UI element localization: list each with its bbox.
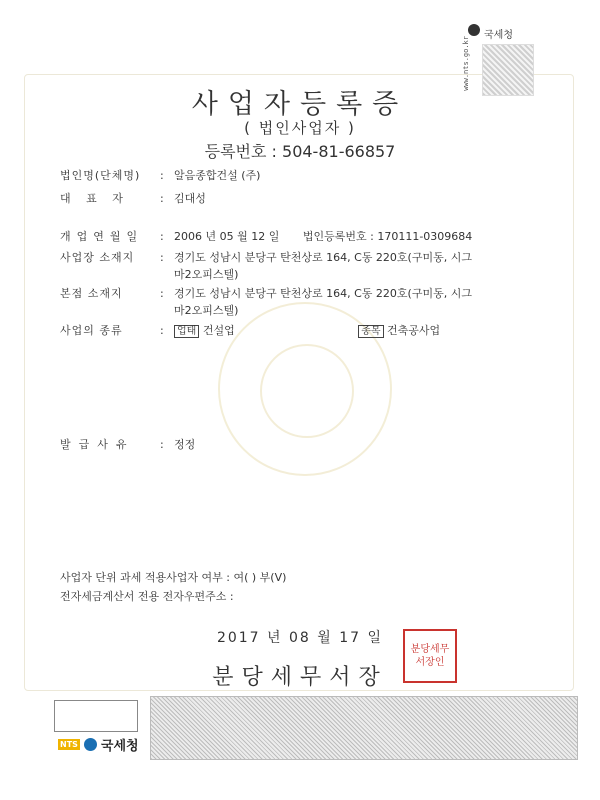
- qr-url-text: www.nts.go.kr: [462, 36, 470, 91]
- issue-reason-row: 발급사유 : 정정: [60, 438, 196, 451]
- registration-number: 등록번호 : 504-81-66857: [204, 142, 396, 161]
- nts-dot-icon: [468, 24, 480, 36]
- security-pattern-strip: [150, 696, 578, 760]
- document-subtitle: ( 법인사업자 ): [244, 119, 356, 137]
- hq-address-line2: 마2오피스텔): [174, 304, 239, 317]
- representative-row: 대 표 자 : 김대성: [60, 192, 206, 205]
- nts-emblem-icon: [84, 738, 97, 751]
- hq-address-row: 본점 소재지 : 경기도 성남시 분당구 탄천상로 164, C동 220호(구미동, 시그: [60, 287, 472, 300]
- nts-logo: [58, 735, 139, 754]
- official-seal-icon: 분당세무서장인: [403, 629, 457, 683]
- business-address-row: 사업장 소재지 : 경기도 성남시 분당구 탄천상로 164, C동 220호(구미동, 시그: [60, 251, 472, 264]
- corp-name-row: 법인명(단체명) : 알음종합건설 (주): [60, 169, 261, 182]
- opening-date-row: 개업연월일 : 2006 년 05 월 12 일 법인등록번호 : 170111-0309684: [60, 230, 473, 243]
- business-address-line2: 마2오피스텔): [174, 268, 239, 281]
- e-invoice-email-row: 전자세금계산서 전용 전자우편주소 :: [60, 590, 234, 603]
- issue-date: 2017 년 08 월 17 일: [216, 630, 384, 646]
- business-type-row: 사업의 종류 : 업태 건설업 종목 건축공사업: [60, 324, 441, 337]
- nts-mark: NTS: [60, 740, 78, 749]
- nts-agency-name: 국세청: [100, 739, 139, 754]
- qr-agency-label: 국세청: [484, 30, 513, 41]
- blank-corner-box: [54, 700, 138, 732]
- tax-office-name: 분당세무서장: [212, 665, 388, 690]
- unit-tax-row: 사업자 단위 과세 적용사업자 여부 : 여( ) 부(V): [60, 571, 287, 584]
- document-title: 사업자등록증: [191, 89, 409, 120]
